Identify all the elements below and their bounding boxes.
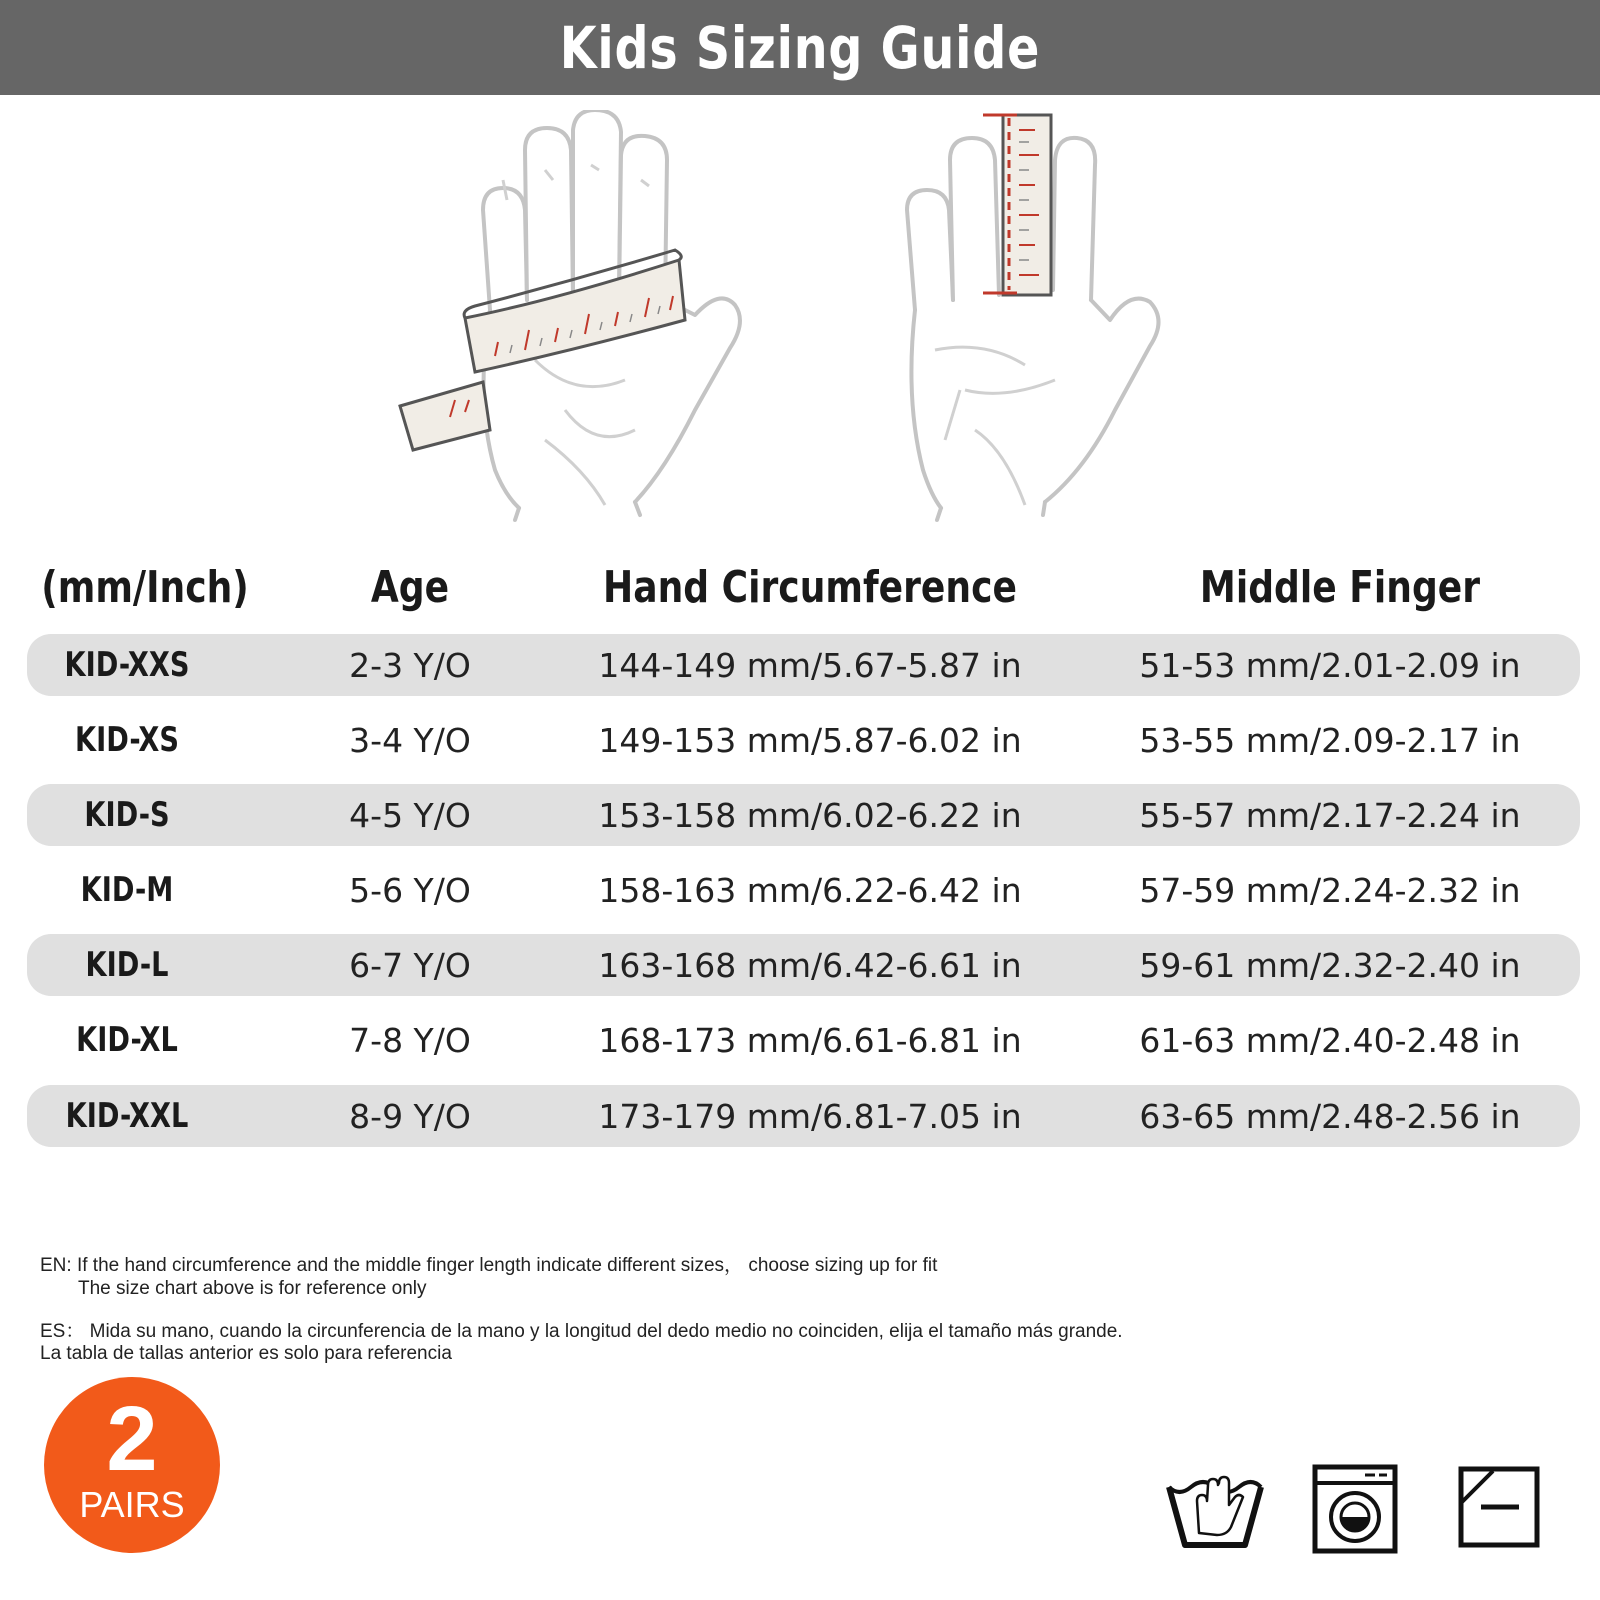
pairs-badge [44, 1377, 220, 1553]
table-header [0, 550, 1600, 625]
table-row [27, 1009, 1580, 1071]
table-row [27, 784, 1580, 846]
header-hand-circumference: Hand Circumference [603, 562, 1017, 613]
note-es-line1: ES： Mida su mano, cuando la circunferencia de la mano y la longitud del dedo medio no coinciden, elija el tamaño más grande. [40, 1321, 1123, 1342]
hand-circumference-illustration [395, 110, 755, 530]
pairs-count: 2 [106, 1388, 158, 1490]
title-bar [0, 0, 1600, 95]
age-cell: 3-4 Y/O [349, 720, 471, 760]
finger-cell: 57-59 mm/2.24-2.32 in [1139, 870, 1521, 910]
size-cell: KID-XL [76, 1020, 178, 1060]
hand-cell: 144-149 mm/5.67-5.87 in [598, 645, 1022, 685]
hand-cell: 158-163 mm/6.22-6.42 in [598, 870, 1022, 910]
note-es-line2: La tabla de tallas anterior es solo para referencia [40, 1343, 452, 1364]
table-row [27, 634, 1580, 696]
machine-wash-icon [1311, 1463, 1399, 1555]
hand-cell: 153-158 mm/6.02-6.22 in [598, 795, 1022, 835]
age-cell: 8-9 Y/O [349, 1096, 471, 1136]
age-cell: 5-6 Y/O [349, 870, 471, 910]
hand-cell: 173-179 mm/6.81-7.05 in [598, 1096, 1022, 1136]
header-age: Age [370, 562, 450, 613]
hand-cell: 149-153 mm/5.87-6.02 in [598, 720, 1022, 760]
size-cell: KID-XS [75, 720, 179, 760]
age-cell: 6-7 Y/O [349, 945, 471, 985]
hand-wash-icon [1165, 1465, 1265, 1550]
note-en-line1: EN: If the hand circumference and the middle finger length indicate different sizes， choose sizing up for fit [40, 1255, 938, 1276]
size-cell: KID-XXL [65, 1096, 189, 1136]
finger-cell: 63-65 mm/2.48-2.56 in [1139, 1096, 1521, 1136]
finger-cell: 59-61 mm/2.32-2.40 in [1139, 945, 1521, 985]
age-cell: 4-5 Y/O [349, 795, 471, 835]
table-row [27, 1085, 1580, 1147]
header-middle-finger: Middle Finger [1199, 562, 1481, 613]
size-cell: KID-L [85, 945, 169, 985]
hand-cell: 163-168 mm/6.42-6.61 in [598, 945, 1022, 985]
page-title: Kids Sizing Guide [559, 13, 1041, 82]
dry-flat-icon [1457, 1465, 1541, 1549]
size-cell: KID-S [84, 795, 170, 835]
size-cell: KID-XXS [64, 645, 190, 685]
finger-cell: 55-57 mm/2.17-2.24 in [1139, 795, 1521, 835]
pairs-label: PAIRS [79, 1484, 185, 1525]
finger-cell: 51-53 mm/2.01-2.09 in [1139, 645, 1521, 685]
size-cell: KID-M [80, 870, 174, 910]
note-en-line2: The size chart above is for reference only [78, 1278, 427, 1299]
finger-cell: 61-63 mm/2.40-2.48 in [1139, 1020, 1521, 1060]
age-cell: 2-3 Y/O [349, 645, 471, 685]
table-row [27, 934, 1580, 996]
table-row [27, 709, 1580, 771]
header-unit: (mm/Inch) [41, 562, 249, 613]
age-cell: 7-8 Y/O [349, 1020, 471, 1060]
finger-cell: 53-55 mm/2.09-2.17 in [1139, 720, 1521, 760]
middle-finger-illustration [905, 110, 1205, 530]
table-row [27, 859, 1580, 921]
hand-cell: 168-173 mm/6.61-6.81 in [598, 1020, 1022, 1060]
